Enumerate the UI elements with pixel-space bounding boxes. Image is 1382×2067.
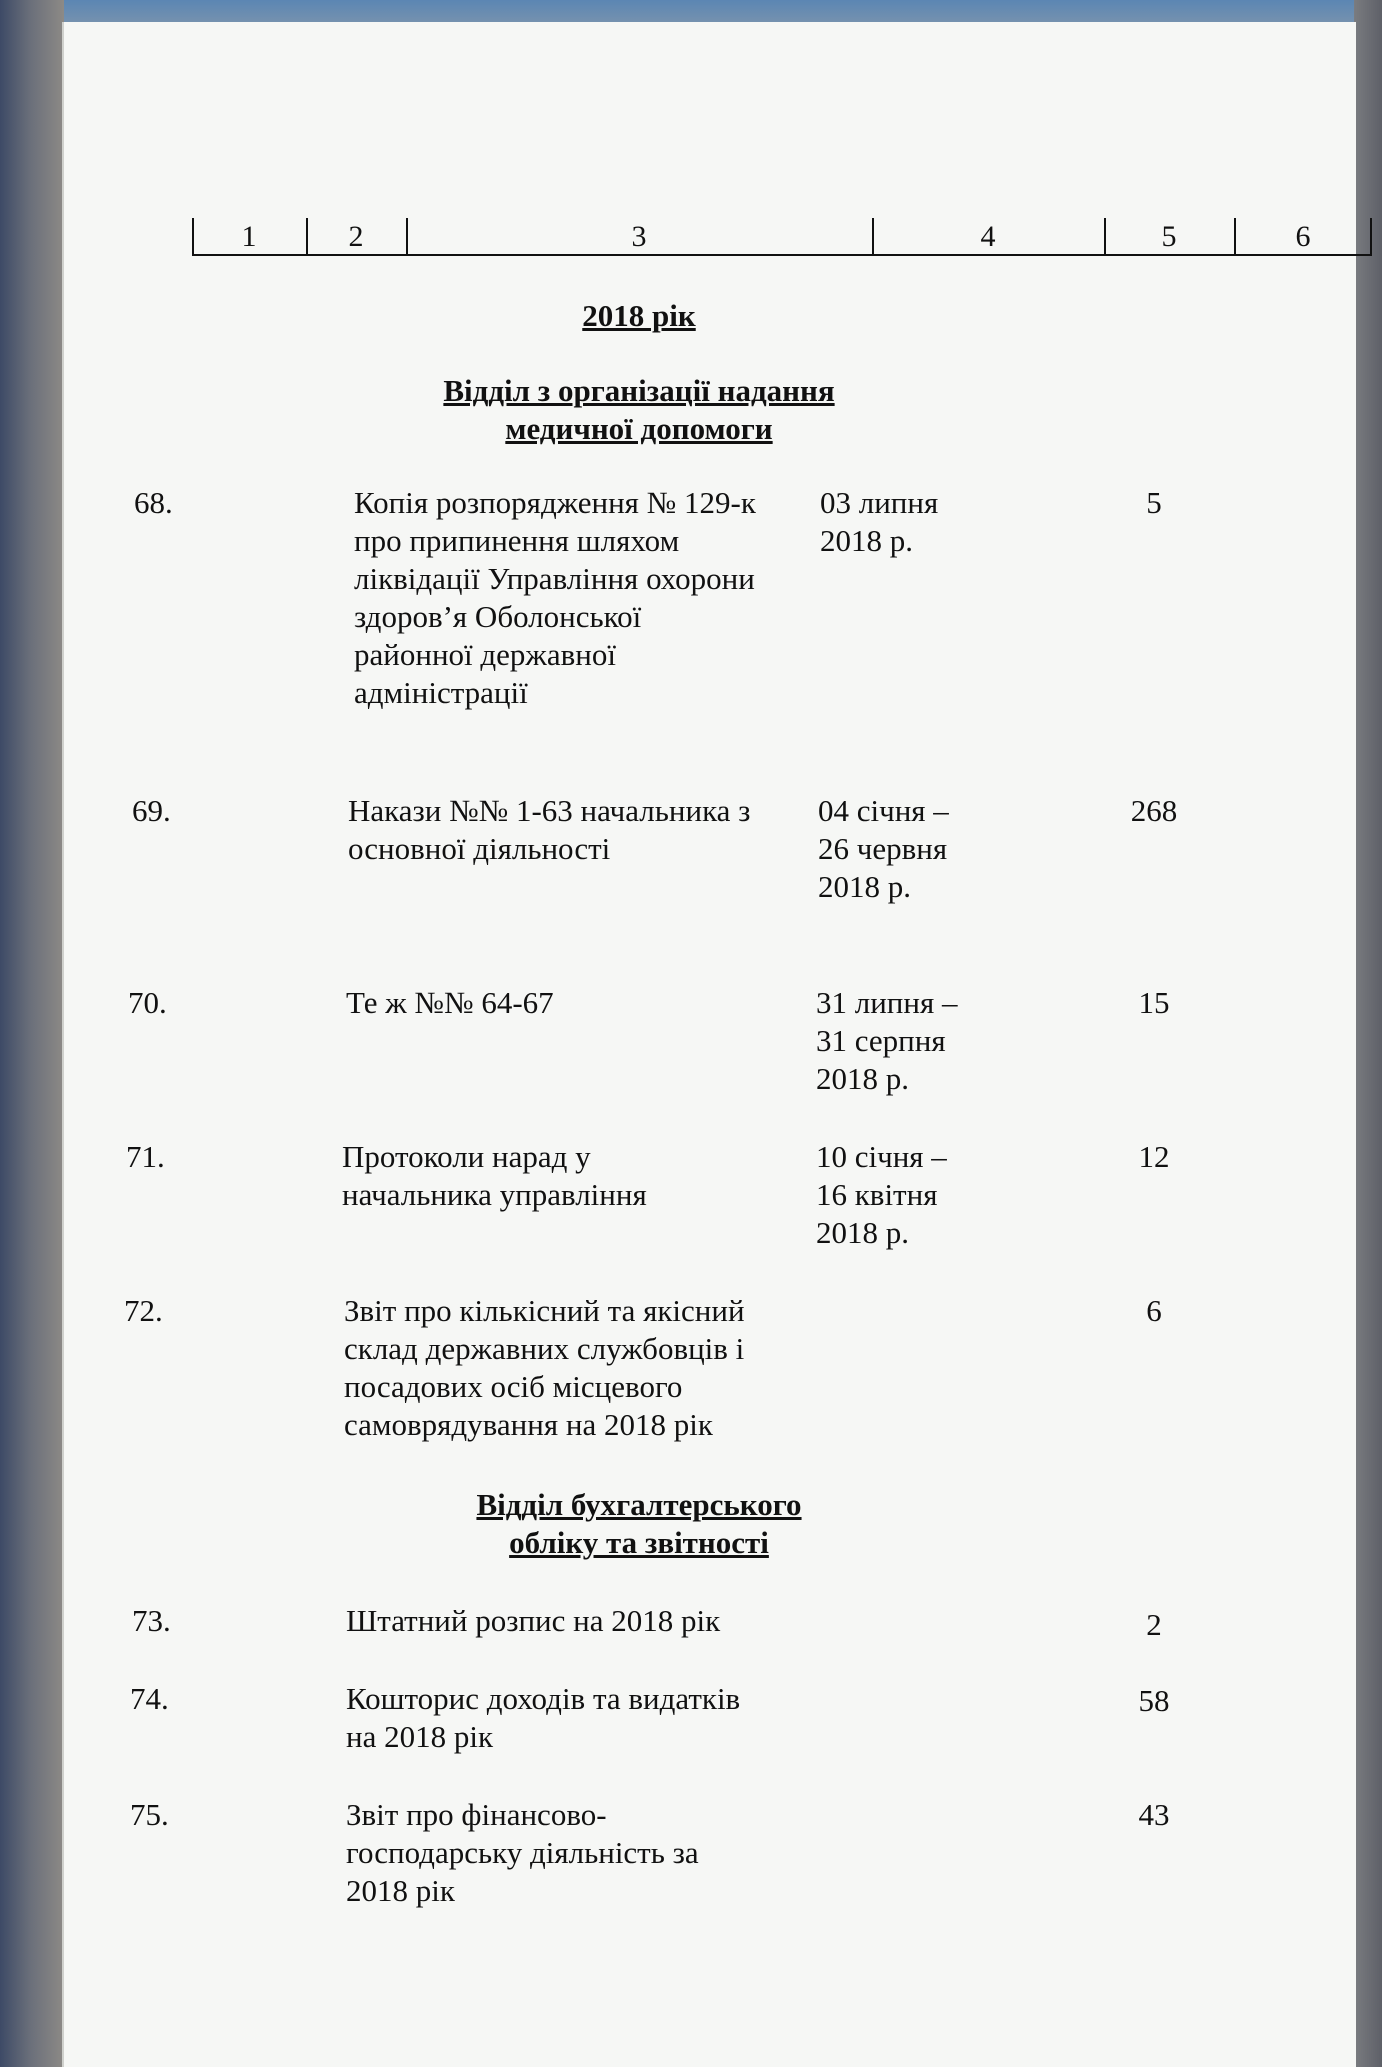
column-header-2: 2 bbox=[348, 220, 364, 253]
row-date-line: 2018 р. bbox=[816, 1215, 909, 1250]
row-number: 72. bbox=[124, 1293, 163, 1328]
row-pages: 2 bbox=[1146, 1607, 1162, 1642]
row-pages: 58 bbox=[1138, 1683, 1170, 1718]
row-title-line: здоров’я Оболонської bbox=[354, 599, 642, 634]
row-title-line: самоврядування на 2018 рік bbox=[344, 1407, 713, 1442]
row-number: 73. bbox=[132, 1603, 171, 1638]
row-pages: 268 bbox=[1130, 793, 1178, 828]
row-pages: 43 bbox=[1138, 1797, 1170, 1832]
row-pages: 15 bbox=[1138, 985, 1170, 1020]
row-dates bbox=[820, 484, 1040, 560]
column-header-5: 5 bbox=[1161, 220, 1177, 253]
row-date-line: 10 січня – bbox=[816, 1139, 947, 1174]
row-title bbox=[346, 984, 866, 1022]
row-title-line: основної діяльності bbox=[348, 831, 611, 866]
row-number: 70. bbox=[128, 985, 167, 1020]
row-date-line: 26 червня bbox=[818, 831, 948, 866]
row-number: 69. bbox=[132, 793, 171, 828]
row-title bbox=[354, 484, 874, 712]
row-title-line: Копія розпорядження № 129-к bbox=[354, 485, 756, 520]
row-title-line: Кошторис доходів та видатків bbox=[346, 1681, 741, 1716]
background-left bbox=[0, 0, 64, 2067]
row-title bbox=[346, 1602, 866, 1640]
column-header-3: 3 bbox=[631, 220, 647, 253]
row-title bbox=[344, 1292, 864, 1444]
row-title-line: Те ж №№ 64-67 bbox=[346, 985, 554, 1020]
row-pages: 6 bbox=[1146, 1293, 1162, 1328]
header-divider bbox=[192, 218, 194, 256]
row-title-line: Накази №№ 1-63 начальника з bbox=[348, 793, 751, 828]
row-title-line: на 2018 рік bbox=[346, 1719, 494, 1754]
row-date-line: 2018 р. bbox=[818, 869, 911, 904]
row-dates bbox=[816, 984, 1036, 1098]
section-heading bbox=[364, 372, 914, 448]
section-heading-line: Відділ бухгалтерського bbox=[476, 1487, 802, 1522]
row-title-line: ліквідації Управління охорони bbox=[354, 561, 755, 596]
row-pages: 12 bbox=[1138, 1139, 1170, 1174]
year-heading: 2018 рік bbox=[582, 298, 696, 333]
document-page bbox=[62, 22, 1356, 2067]
row-title-line: господарську діяльність за bbox=[346, 1835, 699, 1870]
row-number: 68. bbox=[134, 485, 173, 520]
header-divider bbox=[1234, 218, 1236, 256]
row-dates bbox=[818, 792, 1038, 906]
row-date-line: 2018 р. bbox=[816, 1061, 909, 1096]
header-divider bbox=[1370, 218, 1372, 256]
row-title-line: Протоколи нарад у bbox=[342, 1139, 591, 1174]
row-date-line: 16 квітня bbox=[816, 1177, 938, 1212]
row-title-line: посадових осіб місцевого bbox=[344, 1369, 683, 1404]
row-title bbox=[348, 792, 868, 868]
row-number: 71. bbox=[126, 1139, 165, 1174]
header-divider bbox=[1104, 218, 1106, 256]
row-title bbox=[346, 1680, 866, 1756]
header-divider bbox=[306, 218, 308, 256]
row-title-line: про припинення шляхом bbox=[354, 523, 680, 558]
row-title-line: Звіт про кількісний та якісний bbox=[344, 1293, 745, 1328]
row-title-line: районної державної bbox=[354, 637, 616, 672]
row-title-line: склад державних службовців і bbox=[344, 1331, 745, 1366]
row-dates bbox=[816, 1138, 1036, 1252]
column-header-4: 4 bbox=[980, 220, 996, 253]
row-date-line: 2018 р. bbox=[820, 523, 913, 558]
column-header-1: 1 bbox=[241, 220, 257, 253]
row-date-line: 31 серпня bbox=[816, 1023, 946, 1058]
row-title bbox=[346, 1796, 866, 1910]
section-heading-line: обліку та звітності bbox=[509, 1525, 769, 1560]
column-header-6: 6 bbox=[1295, 220, 1311, 253]
row-title bbox=[342, 1138, 862, 1214]
row-title-line: адміністрації bbox=[354, 675, 528, 710]
background-right bbox=[1354, 0, 1382, 2067]
row-title-line: Штатний розпис на 2018 рік bbox=[346, 1603, 721, 1638]
header-divider bbox=[872, 218, 874, 256]
header-divider bbox=[406, 218, 408, 256]
row-pages: 5 bbox=[1146, 485, 1162, 520]
column-header-row bbox=[192, 220, 1372, 256]
row-number: 74. bbox=[130, 1681, 169, 1716]
row-title-line: Звіт про фінансово- bbox=[346, 1797, 607, 1832]
row-date-line: 03 липня bbox=[820, 485, 939, 520]
row-number: 75. bbox=[130, 1797, 169, 1832]
section-heading-line: медичної допомоги bbox=[505, 411, 773, 446]
row-date-line: 04 січня – bbox=[818, 793, 949, 828]
section-heading bbox=[364, 1486, 914, 1562]
row-title-line: 2018 рік bbox=[346, 1873, 455, 1908]
row-title-line: начальника управління bbox=[342, 1177, 647, 1212]
section-heading-line: Відділ з організації надання bbox=[443, 373, 835, 408]
row-date-line: 31 липня – bbox=[816, 985, 958, 1020]
